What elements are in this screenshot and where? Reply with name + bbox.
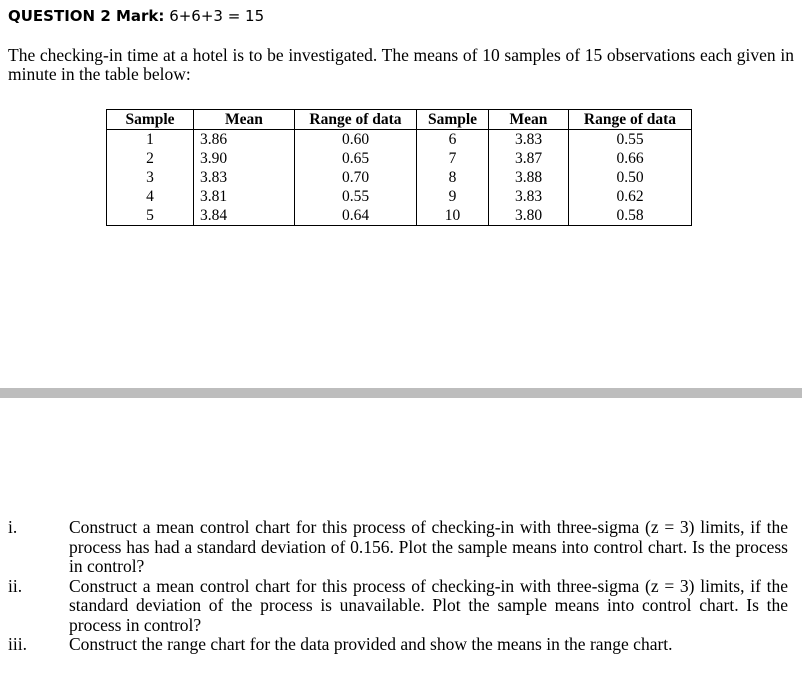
cell-range: 0.55: [569, 130, 692, 150]
cell-mean: 3.83: [489, 130, 569, 150]
intro-paragraph: The checking-in time at a hotel is to be investigated. The means of 10 samples of 15 observations each given in minute in the table below:: [8, 45, 794, 84]
cell-range: 0.62: [569, 187, 692, 206]
cell-mean: 3.81: [194, 187, 295, 206]
cell-sample: 7: [417, 149, 489, 168]
cell-sample: 9: [417, 187, 489, 206]
question-heading: [8, 7, 264, 25]
cell-range: 0.60: [295, 130, 417, 150]
part-number: i.: [8, 517, 18, 537]
cell-sample: 1: [107, 130, 194, 150]
question-title: QUESTION 2 Mark:: [8, 7, 165, 25]
cell-range: 0.50: [569, 168, 692, 187]
col-header-sample: Sample: [417, 110, 489, 130]
table-row: [107, 130, 692, 150]
cell-mean: 3.84: [194, 206, 295, 226]
col-header-mean: Mean: [194, 110, 295, 130]
table-row: [107, 149, 692, 168]
cell-mean: 3.88: [489, 168, 569, 187]
col-header-mean: Mean: [489, 110, 569, 130]
part-number: ii.: [8, 575, 23, 596]
question-part: [0, 635, 802, 655]
cell-sample: 2: [107, 149, 194, 168]
cell-mean: 3.87: [489, 149, 569, 168]
cell-mean: 3.90: [194, 149, 295, 168]
question-marks: 6+6+3 = 15: [169, 7, 265, 25]
question-parts: [0, 518, 802, 655]
cell-range: 0.64: [295, 206, 417, 226]
cell-sample: 10: [417, 206, 489, 226]
cell-mean: 3.83: [194, 168, 295, 187]
question-part: [0, 518, 802, 577]
cell-sample: 4: [107, 187, 194, 206]
cell-sample: 5: [107, 206, 194, 226]
cell-sample: 3: [107, 168, 194, 187]
cell-sample: 6: [417, 130, 489, 150]
cell-range: 0.66: [569, 149, 692, 168]
part-number: iii.: [8, 634, 27, 654]
table-row: [107, 168, 692, 187]
col-header-range: Range of data: [569, 110, 692, 130]
cell-range: 0.70: [295, 168, 417, 187]
table-row: [107, 206, 692, 226]
cell-mean: 3.83: [489, 187, 569, 206]
part-text: Construct the range chart for the data provided and show the means in the range chart.: [69, 634, 673, 654]
part-text: Construct a mean control chart for this process of checking-in with three-sigma (z = 3) limits, if the standard deviation of the process is unavailable. Plot the sample means into control chart. Is the process in control?: [69, 575, 788, 635]
cell-mean: 3.80: [489, 206, 569, 226]
cell-mean: 3.86: [194, 130, 295, 150]
page-divider: [0, 388, 802, 398]
col-header-range: Range of data: [295, 110, 417, 130]
col-header-sample: Sample: [107, 110, 194, 130]
table-row: [107, 187, 692, 206]
cell-range: 0.65: [295, 149, 417, 168]
cell-sample: 8: [417, 168, 489, 187]
cell-range: 0.58: [569, 206, 692, 226]
samples-table: [106, 109, 692, 226]
question-part: [0, 577, 802, 636]
part-text: Construct a mean control chart for this process of checking-in with three-sigma (z = 3) limits, if the process has had a standard deviation of 0.156. Plot the sample means into control chart. Is the process in control?: [69, 517, 788, 576]
cell-range: 0.55: [295, 187, 417, 206]
table-header-row: [107, 110, 692, 130]
